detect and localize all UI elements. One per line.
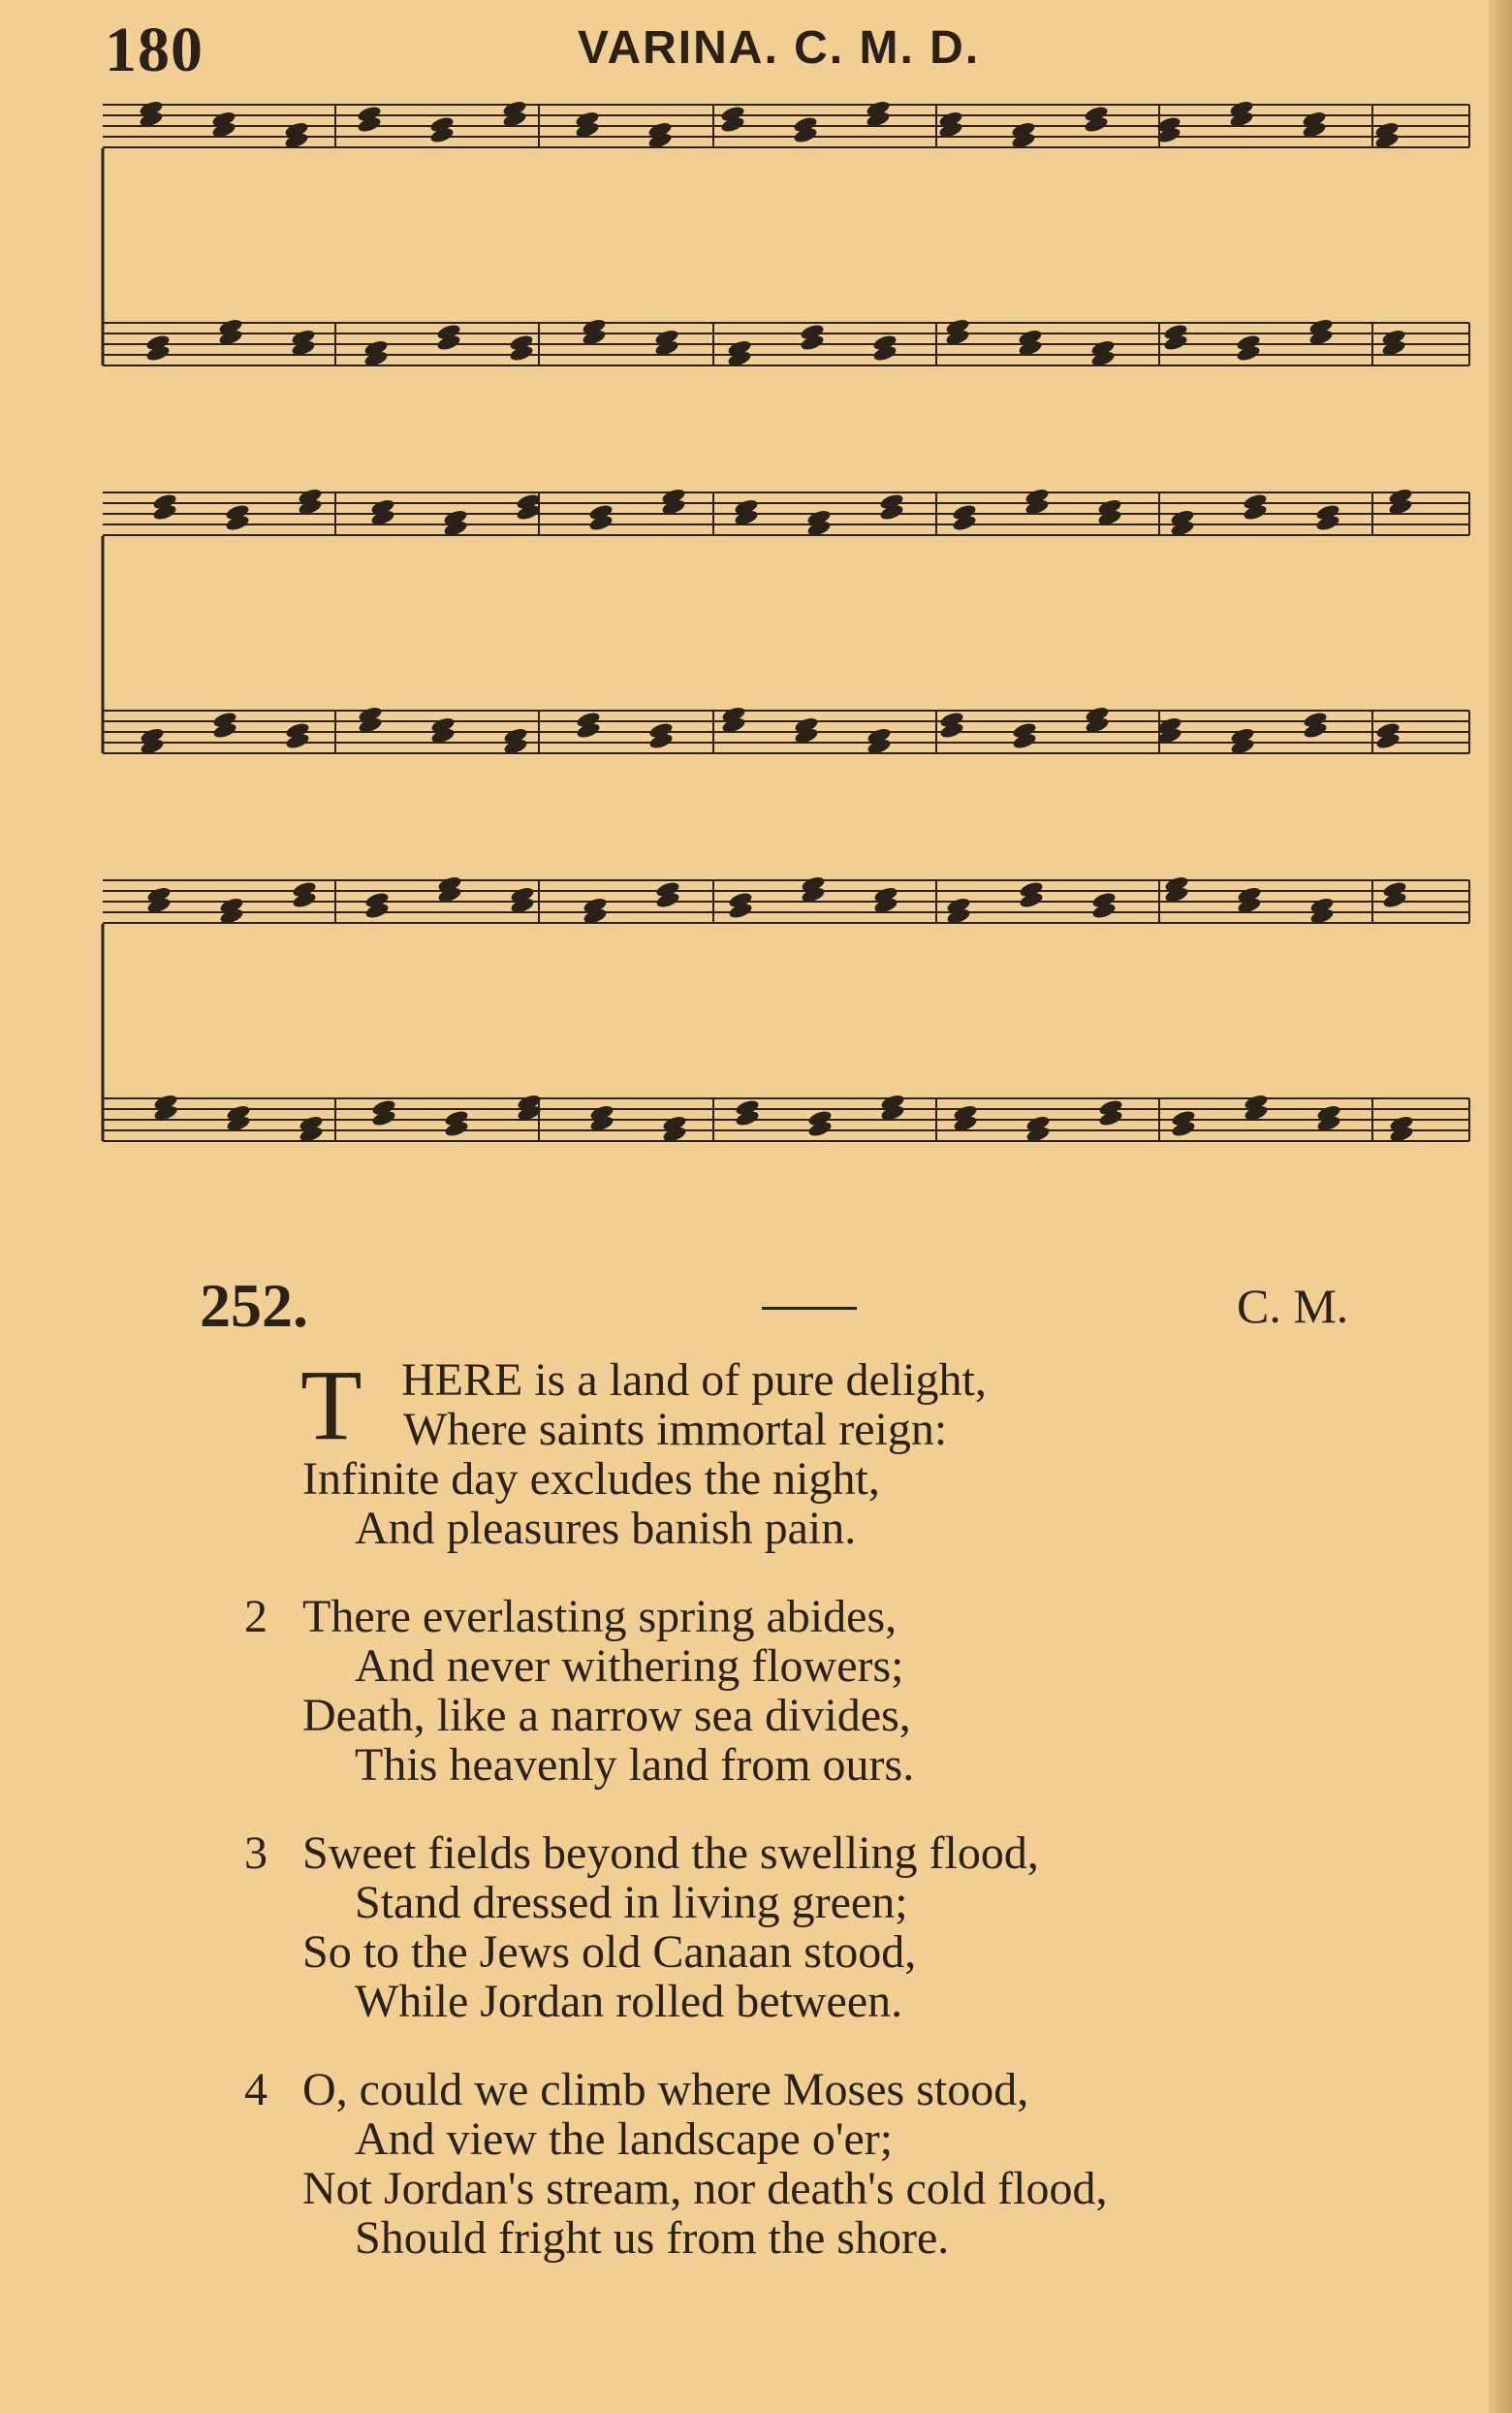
- stanza-line-text: HERE is a land of pure delight,: [401, 1354, 987, 1406]
- stanza-line-text: Where saints immortal reign:: [403, 1404, 948, 1455]
- stanza-line: [155, 1405, 1415, 1454]
- stanza-line: And view the landscape o'er;: [355, 2113, 894, 2165]
- stanza-number: 3: [244, 1827, 268, 1879]
- stanza-line: And never withering flowers;: [355, 1640, 904, 1692]
- stanza-line: And pleasures banish pain.: [355, 1503, 857, 1554]
- stanza-line-text: Sweet fields beyond the swelling flood,: [302, 1827, 1039, 1879]
- page-edge: [1489, 0, 1512, 2413]
- stanza-line-text: There everlasting spring abides,: [302, 1591, 898, 1642]
- stanza-line: Death, like a narrow sea divides,: [302, 1690, 911, 1741]
- stanza-line-text: O, could we climb where Moses stood,: [302, 2064, 1029, 2115]
- stanza-1: [155, 1349, 1415, 1554]
- stanza-line: While Jordan rolled between.: [355, 1976, 903, 2027]
- stanza-line: So to the Jews old Canaan stood,: [302, 1926, 917, 1978]
- hymn-meter: C. M.: [1237, 1279, 1349, 1333]
- stanza-number: 4: [244, 2064, 268, 2115]
- stanza-2: [155, 1592, 1415, 1790]
- hymn-text: [155, 1349, 1415, 2302]
- music-score: [93, 85, 1489, 1249]
- stanza-line: This heavenly land from ours.: [355, 1739, 915, 1791]
- stanza-line: Not Jordan's stream, nor death's cold flood,: [302, 2163, 1108, 2214]
- page-number: 180: [105, 15, 204, 85]
- stanza-number: 2: [244, 1591, 268, 1642]
- stanza-3: [155, 1828, 1415, 2026]
- hymn-dash: [762, 1307, 857, 1310]
- hymn-number: 252.: [200, 1271, 308, 1340]
- stanza-line: [155, 1828, 1415, 1878]
- stanza-line: Should fright us from the shore.: [355, 2212, 950, 2264]
- stanza-line: Infinite day excludes the night,: [302, 1453, 880, 1505]
- stanza-line: [155, 2065, 1415, 2114]
- tune-title: VARINA. C. M. D.: [578, 22, 981, 74]
- stanza-4: [155, 2065, 1415, 2263]
- dropcap: T: [300, 1349, 362, 1461]
- stanza-line: Stand dressed in living green;: [355, 1877, 908, 1928]
- stanza-line: [155, 1592, 1415, 1641]
